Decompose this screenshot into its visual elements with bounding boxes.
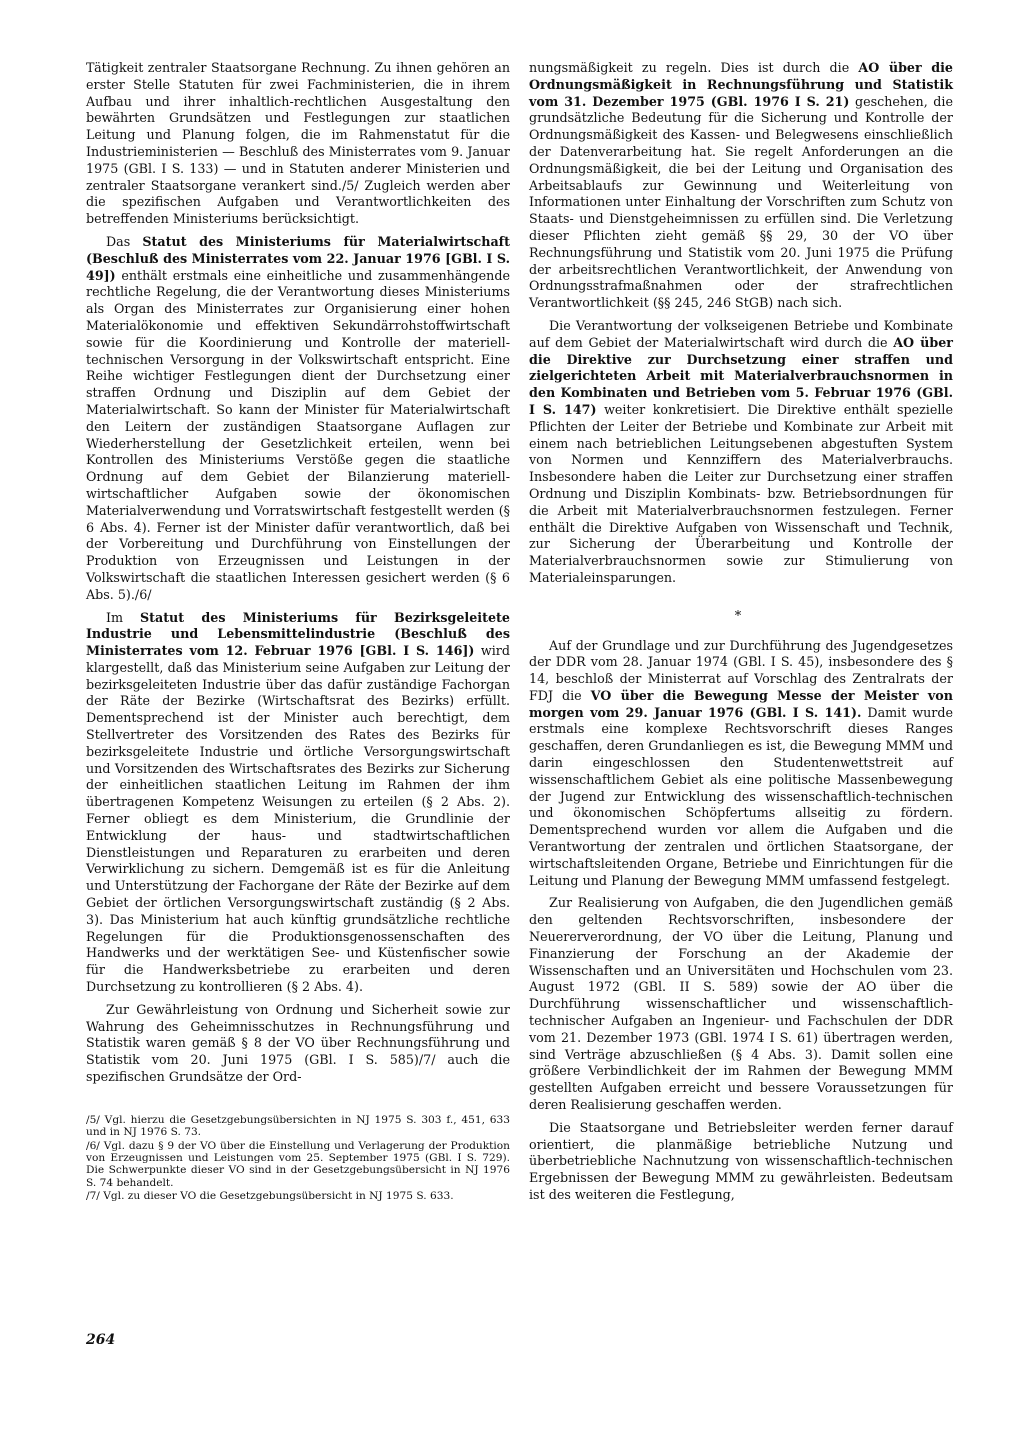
bold-citation: VO über die Bewegung Messe der Meister von morgen vom 29. Januar 1976 (GBl. I S. 141). — [529, 687, 953, 720]
text-span: Auf der Grundlage und zur Durchführung des Jugendgesetzes der DDR vom 28. Januar 1974 (GBl. I S. 45), insbesondere des § 14, beschloß der Ministerrat auf Vorschlag des Zentralrats der FDJ die — [529, 637, 953, 703]
section-separator: * — [734, 608, 748, 624]
page-number: 264 — [86, 1332, 116, 1348]
bold-citation: AO über die Direktive zur Durchsetzung einer straffen und zielgerichteten Arbeit mit Materialverbrauchsnormen in den Kombinaten und Betrieben vom 5. Februar 1976 (GBl. I S. 147) — [529, 334, 953, 417]
bold-citation: Statut des Ministeriums für Materialwirtschaft (Beschluß des Ministerrates vom 22. Januar 1976 [GBl. I S. 49]) — [86, 233, 510, 283]
text-span: Damit wurde erstmals eine komplexe Rechtsvorschrift dieses Ranges geschaffen, deren Grundanliegen es ist, die Bewegung MMM und darin eingeschlossen den Studentenwettstreit auf wissenschaftlichem Gebiet als eine politische Massenbewegung der Jugend zur Entwicklung des wissenschaftlich-technischen und ökonomischen Schöpfertums allseitig zu fördern. Dementsprechend wurden vor allem die Aufgaben und die Verantwortung der zentralen und örtlichen Staatsorgane, der wirtschaftsleitenden Organe, Betriebe und Einrichtungen für die Leitung und Planung der Bewegung MMM umfassend festgelegt. — [529, 704, 953, 888]
paragraph — [86, 234, 510, 604]
paragraph: Zur Gewährleistung von Ordnung und Sicherheit sowie zur Wahrung des Geheimnisschutzes in Rechnungsführung und Statistik waren gemäß § 8 der VO über Rechnungsführung und Statistik vom 20. Juni 1975 (GBl. I S. 585)/7/ auch die spezifischen Grundsätze der Ord- — [86, 1001, 510, 1085]
text-span: Die Verantwortung der volkseigenen Betriebe und Kombinate auf dem Gebiet der Materialwirtschaft wird durch die — [529, 317, 953, 350]
bold-citation: AO über die Ordnungsmäßigkeit in Rechnungsführung und Statistik vom 31. Dezember 1975 (GBl. 1976 I S. 21) — [529, 60, 953, 109]
text-span: Im — [106, 609, 140, 625]
text-span: enthält erstmals eine einheitliche und zusammenhängende rechtliche Regelung, die der Verantwortung dieses Ministeriums als Organ des Ministerrates zur Organisierung einer hohen Materialökonomie und effektiven Sekundärrohstoffwirtschaft sowie für die Koordinierung und Kontrolle der materiell-technischen Versorgung in der Volkswirtschaft entspricht. Eine Reihe wichtiger Festlegungen dient der Durchsetzung einer straffen Ordnung und Disziplin auf dem Gebiet der Materialwirtschaft. So kann der Minister für Materialwirtschaft den Leitern der zuständigen Staatsorgane Auflagen zur Wiederherstellung der Gesetzlichkeit erteilen, wenn bei Kontrollen des Ministeriums Verstöße gegen die staatliche Ordnung auf dem Gebiet der Bilanzierung materiell-wirtschaftlicher Aufgaben sowie der ökonomischen Materialverwendung und Vorratswirtschaft festgestellt werden (§ 6 Abs. 4). Ferner ist der Minister dafür verantwortlich, daß bei der Vorbereitung und Durchführung von Einstellungen der Produktion von Erzeugnissen und Leistungen in der Volkswirtschaft die staatlichen Interessen gesichert werden (§ 6 Abs. 5)./6/ — [86, 267, 510, 602]
left-column — [86, 60, 510, 1204]
text-span: Das — [106, 233, 143, 249]
footnote: /7/ Vgl. zu dieser VO die Gesetzgebungsübersicht in NJ 1975 S. 633. — [86, 1190, 454, 1203]
text-span: nungsmäßigkeit zu regeln. Dies ist durch die — [529, 60, 859, 75]
paragraph — [529, 318, 953, 587]
text-span: weiter konkretisiert. Die Direktive enthält spezielle Pflichten der Leiter der Betriebe und Kombinate zur Arbeit mit einem nach betrieblichen Leitungsebenen abgestuften System von Normen und Kennziffern des Materialverbrauchs. Insbesondere haben die Leiter zur Durchsetzung einer straffen Ordnung und Disziplin Kombinats- bzw. Betriebsordnungen für die Arbeit mit Materialverbrauchsnormen festzulegen. Ferner enthält die Direktive Aufgaben von Wissenschaft und Technik, zur Sicherung der Überarbeitung und Kontrolle der Materialverbrauchsnormen sowie zur Stimulierung von Materialeinsparungen. — [529, 401, 953, 585]
bold-citation: Statut des Ministeriums für Bezirksgeleitete Industrie und Lebensmittelindustrie (Beschluß des Ministerrates vom 12. Februar 1976 [GBl. I S. 146]) — [86, 609, 510, 659]
paragraph — [86, 610, 510, 996]
text-span: wird klargestellt, daß das Ministerium seine Aufgaben zur Leitung der bezirksgeleiteten Industrie über das dafür zuständige Fachorgan der Räte der Bezirke (Wirtschaftsrat des Bezirks) erfüllt. Dementsprechend ist der Minister auch berechtigt, dem Stellvertreter des Vorsitzenden des Rates des Bezirks für bezirksgeleitete Industrie und örtliche Versorgungswirtschaft und Vorsitzenden des Wirtschaftsrates des Bezirks zur Sicherung der einheitlichen staatlichen Leitung im Rahmen der ihm übertragenen Kompetenz Weisungen zu erteilen (§ 2 Abs. 2). Ferner obliegt es dem Ministerium, die Grundlinie der Entwicklung der haus- und stadtwirtschaftlichen Dienstleistungen und Reparaturen zu erarbeiten und deren Verwirklichung zu sichern. Demgemäß ist es für die Anleitung und Unterstützung der Fachorgane der Räte der Bezirke auf dem Gebiet der örtlichen Versorgungswirtschaft zuständig (§ 2 Abs. 3). Das Ministerium hat auch künftig grundsätzliche rechtliche Regelungen für die Produktionsgenossenschaften des Handwerks und der werktätigen See- und Küstenfischer sowie für die Handwerksbetriebe zu erarbeiten und deren Durchsetzung zu kontrollieren (§ 2 Abs. 4). — [86, 643, 510, 995]
paragraph: Tätigkeit zentraler Staatsorgane Rechnung. Zu ihnen gehören an erster Stelle Statuten für zwei Fachministerien, die in ihrem Aufbau und ihrer inhaltlich-rechtlichen Ausgestaltung den bewährten Grundsätzen und Festlegungen zur staatlichen Leitung und Planung folgen, die im Rahmenstatut für die Industrieministerien — Beschluß des Ministerrates vom 9. Januar 1975 (GBl. I S. 133) — und in Statuten anderer Ministerien und zentraler Staatsorgane verankert sind./5/ Zugleich werden aber die spezifischen Aufgaben und Verantwortlichkeiten des betreffenden Ministeriums berücksichtigt. — [86, 60, 510, 227]
paragraph — [529, 60, 953, 312]
paragraph: Die Staatsorgane und Betriebsleiter werden ferner darauf orientiert, die planmäßige betriebliche Nutzung und überbetriebliche Nachnutzung von wissenschaftlich-technischen Ergebnissen der Bewegung MMM zu gewährleisten. Bedeutsam ist des weiteren die Festlegung, — [529, 1119, 953, 1202]
footnote: /6/ Vgl. dazu § 9 der VO über die Einstellung und Verlagerung der Produktion von Erzeugnissen und Leistungen vom 25. September 1975 (GBl. I S. 729). Die Schwerpunkte dieser VO sind in der Gesetzgebungsübersicht in NJ 1976 S. 74 behandelt. — [86, 1139, 510, 1189]
text-span: geschehen, die grundsätzliche Bedeutung für die Sicherung und Kontrolle der Ordnungsmäßigkeit des Kassen- und Belegwesens einschließlich der Datenverarbeitung hat. Sie regelt Anforderungen an die Ordnungsmäßigkeit, die bei der Leitung und Organisation des Arbeitsablaufs zur Gewinnung und Weiterleitung von Informationen unter Einhaltung der Vorschriften zum Schutz von Staats- und Dienstgeheimnissen zu erfüllen sind. Die Verletzung dieser Pflichten zieht gemäß §§ 29, 30 der VO über Rechnungsführung und Statistik vom 20. Juni 1975 die Prüfung der arbeitsrechtlichen Verantwortlichkeit, der Anwendung von Ordnungsstrafmaßnahmen oder der strafrechtlichen Verantwortlichkeit (§§ 245, 246 StGB) nach sich. — [529, 93, 953, 311]
paragraph — [529, 638, 953, 890]
right-column — [529, 60, 953, 1210]
footnote: /5/ Vgl. hierzu die Gesetzgebungsübersichten in NJ 1975 S. 303 f., 451, 633 und in NJ 1976 S. 73. — [86, 1113, 510, 1139]
footnotes — [86, 1114, 510, 1203]
paragraph: Zur Realisierung von Aufgaben, die den Jugendlichen gemäß den geltenden Rechtsvorschriften, insbesondere der Neuererverordnung, der VO über die Leitung, Planung und Finanzierung der Forschung an der Akademie der Wissenschaften und an Universitäten und Hochschulen vom 23. August 1972 (GBl. II S. 589) sowie der AO über die Durchführung wissenschaftlicher und wissenschaftlich-technischer Aufgaben an Ingenieur- und Fachschulen der DDR vom 21. Dezember 1973 (GBl. 1974 I S. 61) übertragen werden, sind Verträge abzuschließen (§ 4 Abs. 3). Damit sollen eine größere Verbindlichkeit der im Rahmen der Bewegung MMM gestellten Aufgaben erreicht und bessere Voraussetzungen für deren Realisierung geschaffen werden. — [529, 895, 953, 1113]
